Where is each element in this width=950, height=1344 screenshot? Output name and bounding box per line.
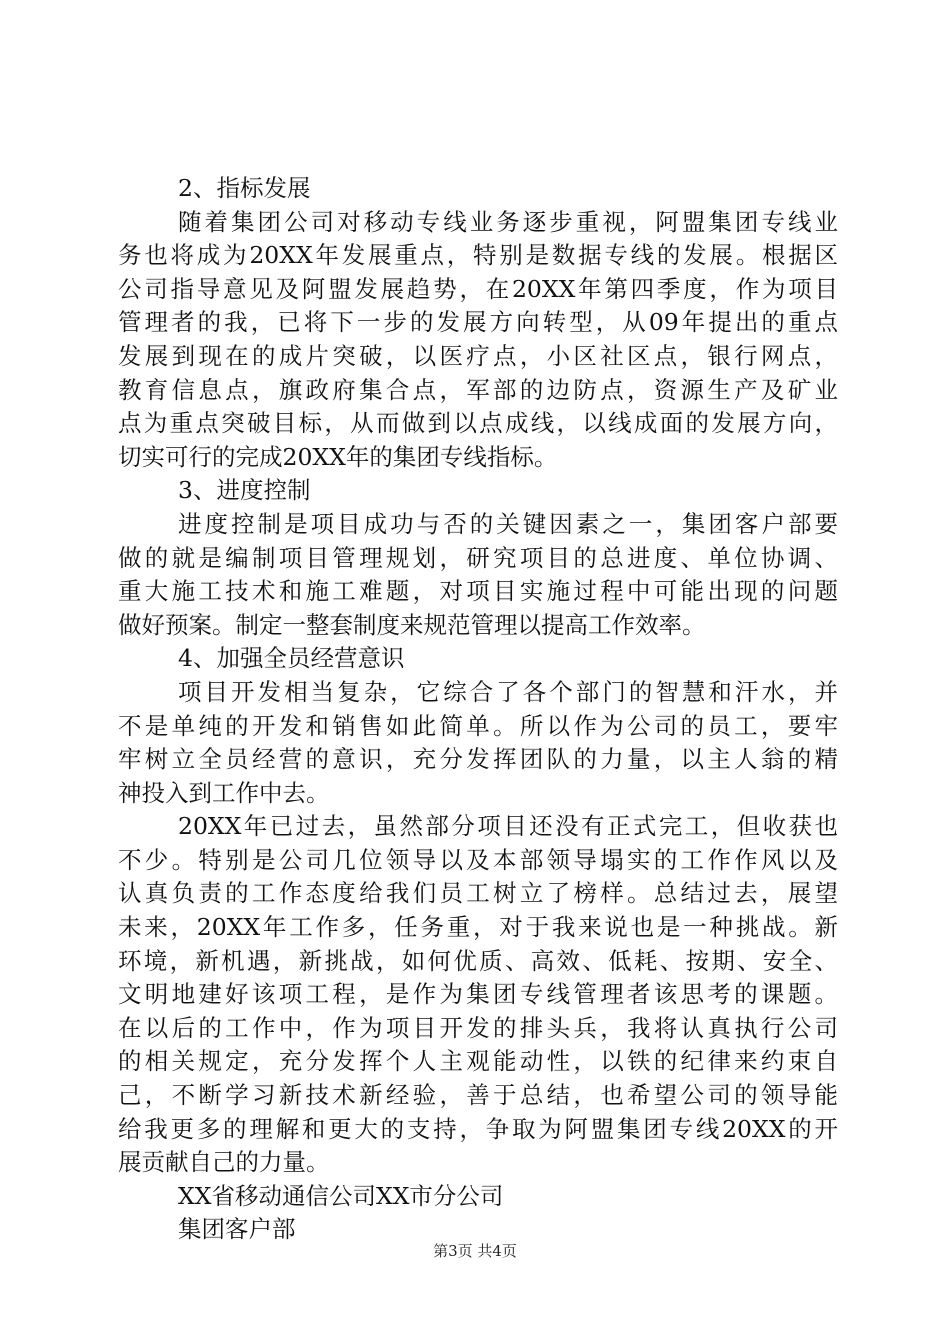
paragraph-line: 项目开发相当复杂，它综合了各个部门的智慧和汗水，并 [178,677,838,706]
paragraph-line: 的相关规定，充分发挥个人主观能动性，以铁的纪律来约束自 [118,1047,838,1076]
page-number-footer: 第3页 共4页 [433,1242,517,1260]
section-heading: 4、加强全员经营意识 [178,644,405,673]
paragraph-line: 牢树立全员经营的意识，充分发挥团队的力量，以主人翁的精 [118,745,838,774]
section-heading: 2、指标发展 [178,174,311,202]
document-body [118,172,838,1247]
paragraph-line: 展贡献自己的力量。 [118,1148,330,1177]
paragraph-line: 教育信息点，旗政府集合点，军部的边防点，资源生产及矿业 [118,375,838,404]
paragraph-line: 文明地建好该项工程，是作为集团专线管理者该思考的课题。 [118,980,838,1009]
paragraph-line: 随着集团公司对移动专线业务逐步重视，阿盟集团专线业 [178,207,838,236]
paragraph-line: 务也将成为20XX年发展重点，特别是数据专线的发展。根据区 [118,241,838,270]
paragraph-line: 重大施工技术和施工难题，对项目实施过程中可能出现的问题 [118,577,838,606]
paragraph-line: 不是单纯的开发和销售如此简单。所以作为公司的员工，要牢 [118,711,838,740]
paragraph-line: 不少。特别是公司几位领导以及本部领导塌实的工作作风以及 [118,845,838,874]
paragraph-line: 神投入到工作中去。 [118,778,330,807]
paragraph-line: 点为重点突破目标，从而做到以点成线，以线成面的发展方向， [118,409,838,438]
paragraph-line: 在以后的工作中，作为项目开发的排头兵，我将认真执行公司 [118,1013,838,1042]
signature-department: 集团客户部 [178,1215,296,1244]
paragraph-line: 做好预案。制定一整套制度来规范管理以提高工作效率。 [118,610,706,639]
paragraph-line: 进度控制是项目成功与否的关键因素之一，集团客户部要 [178,509,838,538]
signature-organization: XX省移动通信公司XX市分公司 [178,1181,504,1210]
paragraph-line: 己，不断学习新技术新经验，善于总结，也希望公司的领导能 [118,1081,838,1110]
section-heading: 3、进度控制 [178,476,311,505]
paragraph-line: 环境，新机遇，新挑战，如何优质、高效、低耗、按期、安全、 [118,946,838,975]
paragraph-line: 管理者的我，已将下一步的发展方向转型，从09年提出的重点 [118,308,838,337]
paragraph-line: 20XX年已过去，虽然部分项目还没有正式完工，但收获也 [178,812,838,841]
paragraph-line: 做的就是编制项目管理规划，研究项目的总进度、单位协调、 [118,543,838,572]
paragraph-line: 切实可行的完成20XX年的集团专线指标。 [118,442,558,471]
paragraph-line: 公司指导意见及阿盟发展趋势，在20XX年第四季度，作为项目 [118,274,838,303]
paragraph-line: 认真负责的工作态度给我们员工树立了榜样。总结过去，展望 [118,879,838,908]
paragraph-line: 发展到现在的成片突破，以医疗点，小区社区点，银行网点， [118,341,838,370]
paragraph-line: 给我更多的理解和更大的支持，争取为阿盟集团专线20XX的开 [118,1114,838,1143]
paragraph-line: 未来，20XX年工作多，任务重，对于我来说也是一种挑战。新 [118,913,838,942]
